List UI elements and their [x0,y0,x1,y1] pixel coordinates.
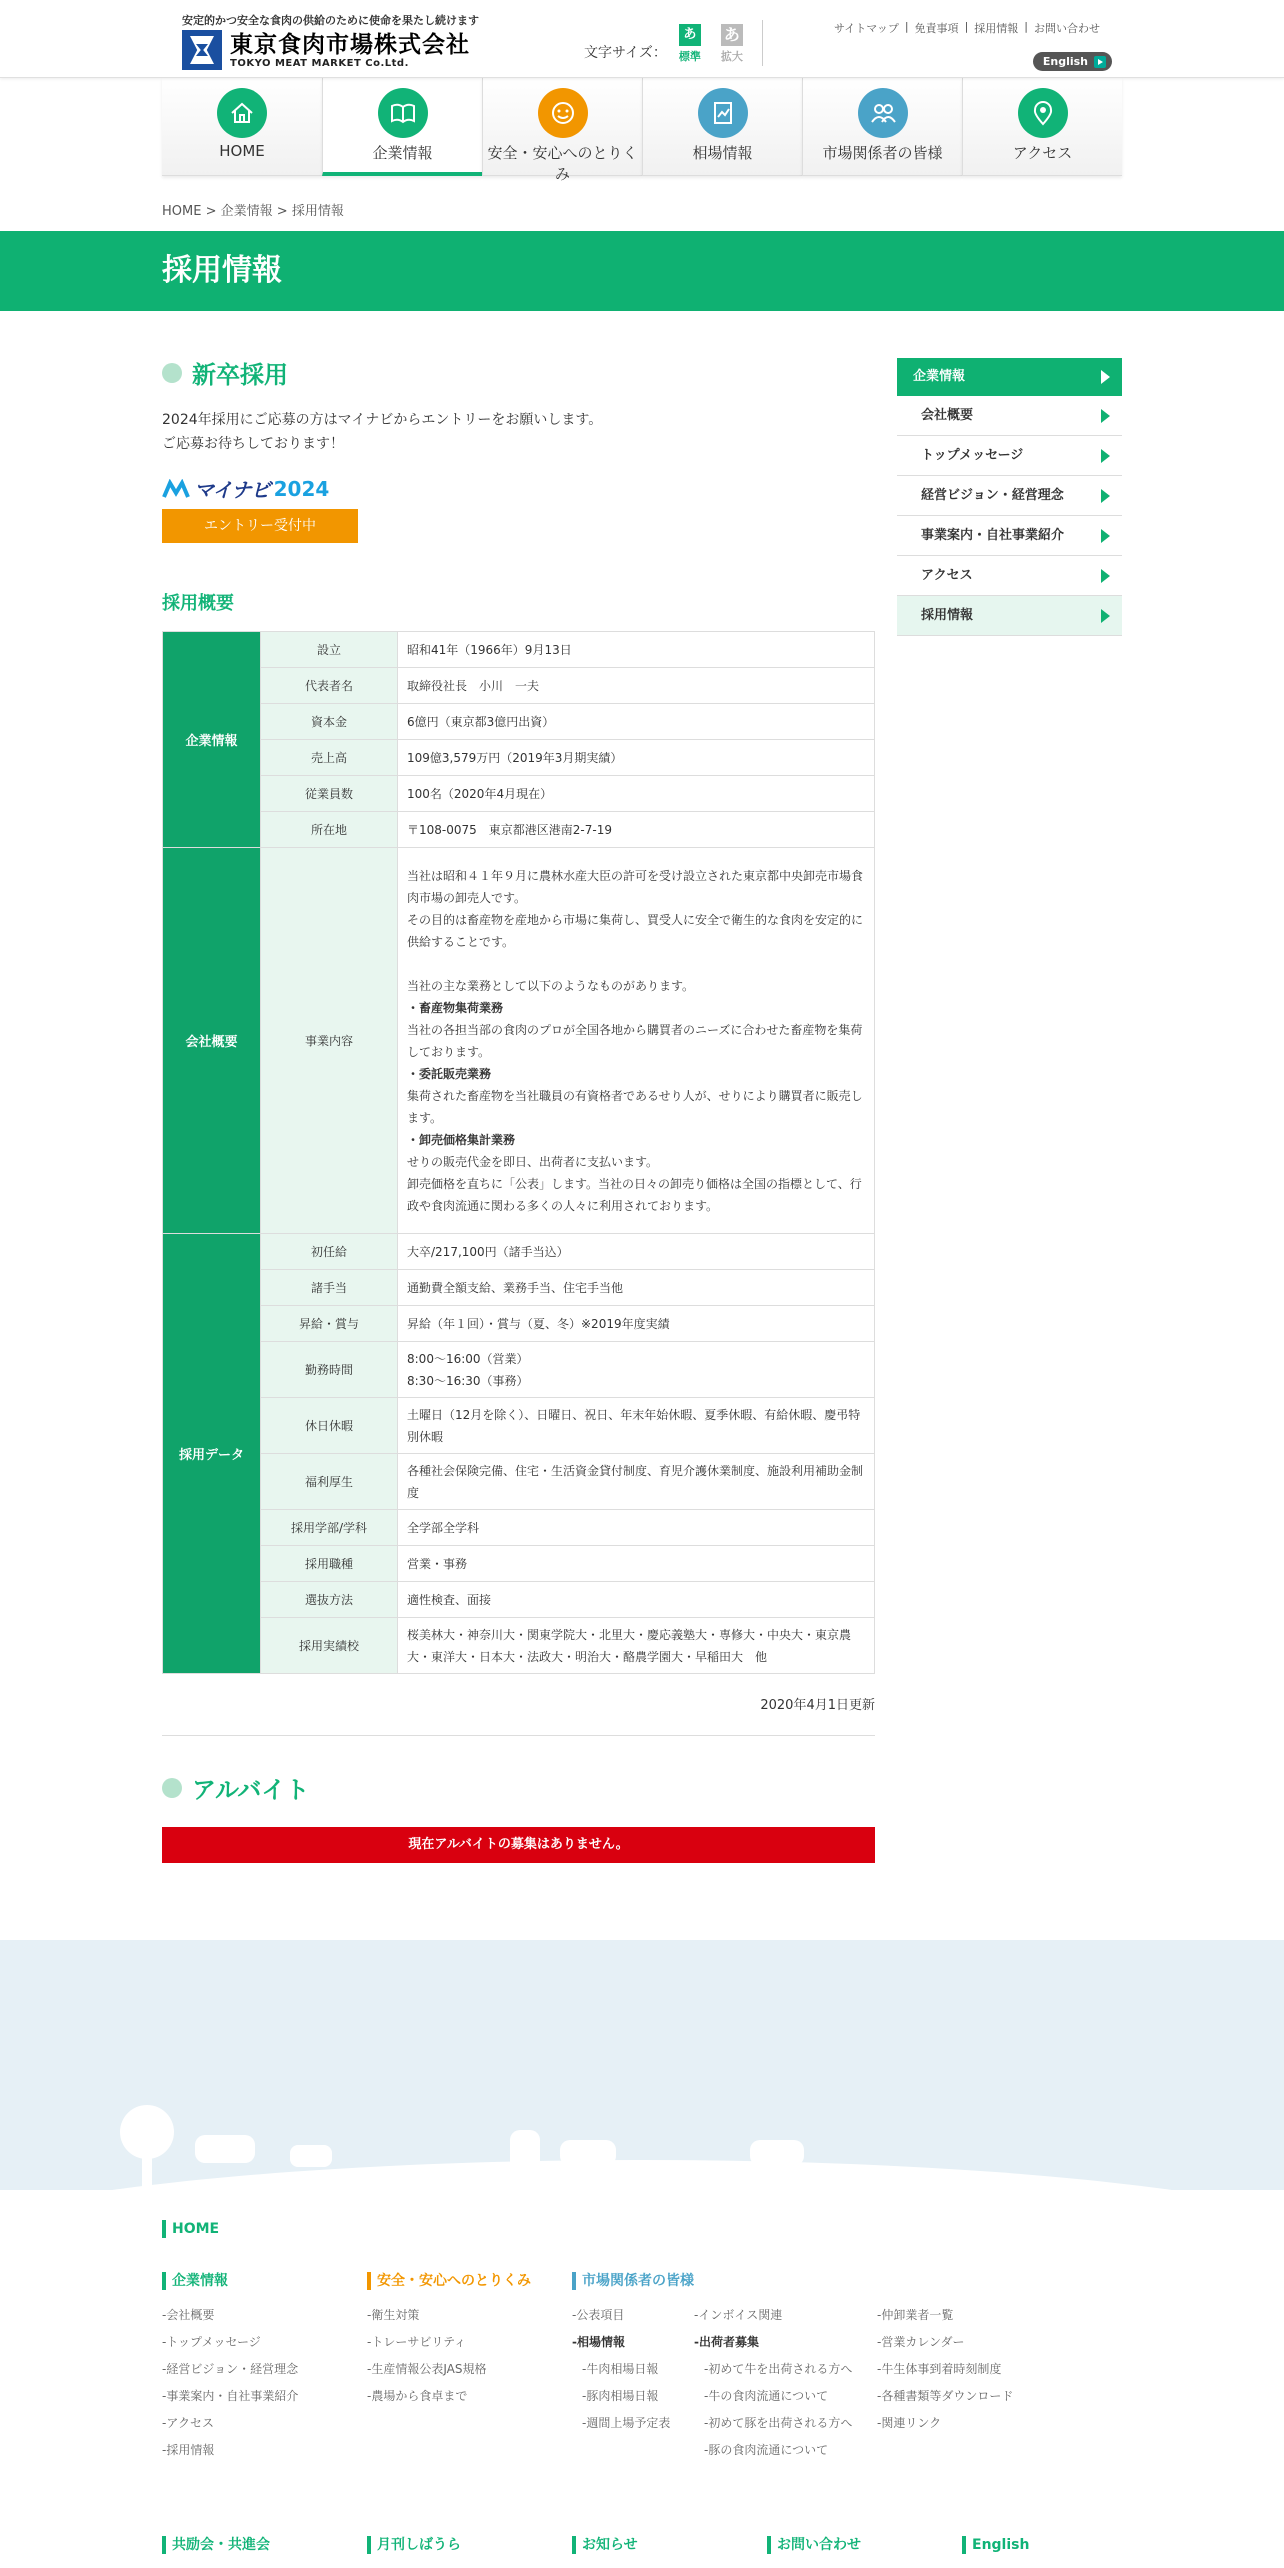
table-row [163,1234,875,1270]
row-key: 代表者名 [261,668,398,704]
sidebar-item-label: 採用情報 [921,608,974,623]
nav-company[interactable] [322,78,482,176]
page-title-band [0,231,1284,311]
sidebar-item-business[interactable] [897,516,1122,556]
arrow-right-icon [1094,56,1106,68]
sidebar-item-label: トップメッセージ [921,448,1024,463]
footer-link[interactable]: -衛生対策 [367,2308,420,2322]
footer-heading[interactable]: 企業情報 [162,2272,298,2290]
intro-line: 2024年採用にご応募の方はマイナビからエントリーをお願いします。 [162,412,603,428]
row-value-line: ・委託販売業務 [407,1066,492,1081]
row-value: 土曜日（12月を除く）、日曜日、祝日、年末年始休暇、夏季休暇、有給休暇、慶弔特別休暇 [398,1398,875,1454]
footer-shibaura-link[interactable]: 月刊しばうら [367,2536,461,2554]
triangle-right-icon [1101,409,1110,423]
contact-link[interactable]: お問い合わせ [1034,22,1100,35]
footer-link[interactable]: -牛の食肉流通について [704,2389,829,2403]
nav-stakeholders[interactable] [802,78,962,176]
table-row [163,668,875,704]
breadcrumb-sep: > [272,204,292,219]
row-key: 福利厚生 [261,1454,398,1510]
disclaimer-link[interactable]: 免責事項 [914,22,959,35]
english-label: English [1042,55,1088,68]
row-value-line: 集荷された畜産物を当社職員の有資格者であるせり人が、せりにより購買者に販売します。 [407,1088,863,1125]
row-key: 従業員数 [261,776,398,812]
group-label: 企業情報 [163,632,261,848]
row-key: 所在地 [261,812,398,848]
table-row [163,1306,875,1342]
footer-contact-link[interactable]: お問い合わせ [767,2536,861,2554]
row-value [398,848,875,1234]
nav-label: 市場関係者の皆様 [822,144,943,162]
row-key: 設立 [261,632,398,668]
font-large-icon: あ [721,24,743,46]
intro-text [162,408,875,456]
nav-label: 安全・安心へのとりくみ [487,144,638,183]
row-value: 8:00～16:00（営業） 8:30～16:30（事務） [398,1342,875,1398]
footer-col-company [162,2272,298,2464]
mynavi-text: マイナビ [194,478,270,502]
site-header [0,0,1284,78]
sidebar-head[interactable] [897,358,1122,396]
group-label: 会社概要 [163,848,261,1234]
footer-links-c [877,2302,1077,2437]
row-value-line: ・畜産物集荷業務 [407,1000,504,1015]
footer-kyoshinkai-link[interactable]: 共励会・共進会 [162,2536,270,2554]
divider [762,20,763,66]
row-key: 勤務時間 [261,1342,398,1398]
table-row [163,776,875,812]
footer-col-stakeholders [572,2272,1122,2457]
sidebar-item-label: 事業案内・自社事業紹介 [921,528,1065,543]
triangle-right-icon [1101,449,1110,463]
row-value: 109億3,579万円（2019年3月期実績） [398,740,875,776]
row-value: 各種社会保険完備、住宅・生活資金貸付制度、育児介護休業制度、施設利用補助金制度 [398,1454,875,1510]
table-row [163,812,875,848]
row-value-line [407,953,865,975]
footer-links [367,2302,531,2410]
site-logo[interactable] [182,30,470,70]
footer-link[interactable]: -営業カレンダー [877,2335,965,2349]
logo-en: TOKYO MEAT MARKET Co.Ltd. [230,57,409,69]
entry-button[interactable]: エントリー受付中 [162,509,358,543]
section-title-text: アルバイト [192,1776,310,1804]
tagline: 安定的かつ安全な食肉の供給のために使命を果たし続けます [182,14,479,27]
font-size-large[interactable] [717,24,747,64]
section-title-text: 新卒採用 [192,361,288,389]
row-value: 取締役社長 小川 一夫 [398,668,875,704]
mynavi-logo[interactable] [162,474,875,503]
row-value: 営業・事務 [398,1546,875,1582]
cow-illustration [195,2135,255,2163]
row-key: 選抜方法 [261,1582,398,1618]
sidebar [897,358,1122,636]
updated-date: 2020年4月1日更新 [760,1698,875,1713]
row-key: 資本金 [261,704,398,740]
table-row [163,632,875,668]
font-standard-label: 標準 [678,50,701,63]
footer-links-a [572,2302,692,2437]
footer-scenery [0,1940,1284,2190]
footer-link[interactable]: -各種書類等ダウンロード [877,2389,1014,2403]
triangle-right-icon [1101,609,1110,623]
table-row [163,1342,875,1398]
font-standard-icon: あ [679,24,701,46]
footer-link[interactable]: -週間上場予定表 [582,2416,671,2430]
main-content [162,355,875,1863]
sidebar-item-label: アクセス [921,568,973,583]
breadcrumb-home[interactable]: HOME [162,204,202,219]
arbeit-notice: 現在アルバイトの募集はありません。 [162,1827,875,1863]
footer-link[interactable]: -経営ビジョン・経営理念 [162,2362,299,2376]
footer-link[interactable]: -会社概要 [162,2308,215,2322]
footer-link[interactable]: -関連リンク [877,2416,942,2430]
footer-link[interactable]: -豚の食肉流通について [704,2443,829,2457]
nav-home[interactable] [162,78,322,176]
font-size-standard[interactable] [675,24,705,64]
chart-doc-icon [698,88,748,138]
font-size-label: 文字サイズ： [584,45,667,61]
triangle-right-icon [1101,529,1110,543]
row-value: 適性検査、面接 [398,1582,875,1618]
footer-links [162,2302,298,2464]
people-icon [858,88,908,138]
nav-access[interactable] [962,78,1122,176]
home-icon [217,88,267,138]
footer-link[interactable]: -事業案内・自社事業紹介 [162,2389,299,2403]
page-title: 採用情報 [162,253,282,288]
logo-mark-icon [182,30,222,70]
row-value: 昭和41年（1966年）9月13日 [398,632,875,668]
overview-title: 採用概要 [162,593,234,614]
row-value: 全学部全学科 [398,1510,875,1546]
row-key: 採用実績校 [261,1618,398,1674]
section-title [162,1770,875,1805]
row-value: 〒108-0075 東京都港区港南2-7-19 [398,812,875,848]
row-key: 事業内容 [261,848,398,1234]
recruit-link[interactable]: 採用情報 [974,22,1019,35]
table-row [163,1454,875,1510]
sidebar-item-label: 経営ビジョン・経営理念 [921,488,1064,503]
table-row [163,1510,875,1546]
global-nav [162,78,1122,183]
row-value-line: 当社の主な業務として以下のようなものがあります。 [407,978,695,993]
map-pin-icon [1018,88,1068,138]
footer-link[interactable]: -トレーサビリティ [367,2335,467,2349]
row-value-line: その目的は畜産物を産地から市場に集荷し、買受人に安全で衛生的な食肉を安定的に供給することです。 [407,912,864,949]
bullet-circle-icon [162,363,182,383]
row-value: 大卒/217,100円（諸手当込） [398,1234,875,1270]
footer-links-b [694,2302,874,2464]
row-key: 昇給・賞与 [261,1306,398,1342]
nav-label: 相場情報 [692,144,753,162]
footer-heading[interactable]: 安全・安心へのとりくみ [367,2272,531,2290]
footer-link[interactable]: -公表項目 [572,2308,625,2322]
english-button[interactable] [1033,52,1112,71]
table-row [163,740,875,776]
row-key: 売上高 [261,740,398,776]
sidebar-head-label: 企業情報 [913,369,966,384]
book-icon [378,88,428,138]
footer-link[interactable]: -生産情報公表JAS規格 [367,2362,487,2376]
nav-market-price[interactable] [642,78,802,176]
divider [162,1735,875,1736]
triangle-right-icon [1101,489,1110,503]
footer-link[interactable]: -牛肉相場日報 [582,2362,659,2376]
table-row [163,1546,875,1582]
footer-english-link[interactable]: English [962,2536,1029,2554]
footer-link[interactable]: -トップメッセージ [162,2335,261,2349]
mynavi-year: 2024 [273,476,330,501]
footer-home-link[interactable]: HOME [162,2220,1122,2238]
row-value: 100名（2020年4月現在） [398,776,875,812]
footer-link[interactable]: -アクセス [162,2416,214,2430]
row-key: 採用学部/学科 [261,1510,398,1546]
breadcrumb-company[interactable]: 企業情報 [220,204,273,219]
hill-illustration [0,2160,1284,2190]
table-row [163,1398,875,1454]
sidebar-item-overview[interactable] [897,396,1122,436]
table-row [163,1270,875,1306]
font-size-switcher [584,24,759,64]
group-label: 採用データ [163,1234,261,1674]
row-key: 初任給 [261,1234,398,1270]
triangle-right-icon [1101,370,1110,384]
footer-link[interactable]: -初めて牛を出荷される方へ [704,2362,853,2376]
footer-col-safety [367,2272,531,2410]
table-row [163,848,875,1234]
section-title [162,355,875,390]
sidebar-item-label: 会社概要 [921,408,974,423]
triangle-right-icon [1101,569,1110,583]
nav-label: HOME [219,142,265,160]
table-row [163,1582,875,1618]
footer-link[interactable]: -牛生体事到着時刻制度 [877,2362,1002,2376]
footer-link[interactable]: -出荷者募集 [694,2335,759,2349]
nav-safety[interactable] [482,78,642,183]
footer-link[interactable]: -初めて豚を出荷される方へ [704,2416,853,2430]
breadcrumb [162,176,1122,219]
row-value-line: 当社は昭和４１年９月に農林水産大臣の許可を受け設立された東京都中央卸売市場食肉市場の卸売人です。 [407,868,864,905]
row-value-line: 卸売価格を直ちに「公表」します。当社の日々の卸売り価格は全国の指標として、行政や食肉流通に関わる多くの人々に利用されております。 [407,1176,862,1213]
row-value-line: ・卸売価格集計業務 [407,1132,516,1147]
footer-link[interactable]: -採用情報 [162,2443,215,2457]
row-key: 諸手当 [261,1270,398,1306]
sitemap-link[interactable]: サイトマップ [834,22,899,35]
table-row [163,704,875,740]
breadcrumb-current: 採用情報 [291,204,344,219]
footer-link[interactable]: -仲卸業者一覧 [877,2308,954,2322]
recruit-table [162,631,875,1674]
logo-jp: 東京食肉市場株式会社 [230,31,470,58]
footer-heading[interactable]: 市場関係者の皆様 [572,2272,1122,2290]
breadcrumb-sep: > [201,204,221,219]
footer-nav [162,2220,1122,2457]
row-value: 6億円（東京都3億円出資） [398,704,875,740]
footer-link[interactable]: -農場から食卓まで [367,2389,468,2403]
font-large-label: 拡大 [720,50,743,63]
footer-link[interactable]: -インボイス関連 [694,2308,783,2322]
row-value-line: せりの販売代金を即日、出荷者に支払います。 [407,1154,659,1169]
sidebar-item-message[interactable] [897,436,1122,476]
footer-news-link[interactable]: お知らせ [572,2536,638,2554]
nav-label: 企業情報 [372,144,433,162]
row-value: 桜美林大・神奈川大・関東学院大・北里大・慶応義塾大・専修大・中央大・東京農大・東洋大・日本大・法政大・明治大・酪農学園大・早稲田大 他 [398,1618,875,1674]
mynavi-mark-icon [162,479,194,499]
bullet-circle-icon [162,1778,182,1798]
footer-link[interactable]: -豚肉相場日報 [582,2389,659,2403]
footer-link[interactable]: -相場情報 [572,2335,625,2349]
pig-illustration [290,2145,332,2167]
sidebar-item-access[interactable] [897,556,1122,596]
row-value: 昇給（年１回）・賞与（夏、冬）※2019年度実績 [398,1306,875,1342]
intro-line: ご応募お待ちしております！ [162,436,344,452]
smile-icon [538,88,588,138]
row-key: 採用職種 [261,1546,398,1582]
sidebar-item-recruit[interactable] [897,596,1122,636]
sidebar-item-vision[interactable] [897,476,1122,516]
utility-links: サイトマップ | 免責事項 | 採用情報 | お問い合わせ [834,20,1100,35]
nav-label: アクセス [1012,144,1073,162]
row-key: 休日休暇 [261,1398,398,1454]
table-row [163,1618,875,1674]
row-value-line: 当社の各担当部の食肉のプロが全国各地から購買者のニーズに合わせた畜産物を集荷しております。 [407,1022,863,1059]
row-value: 通勤費全額支給、業務手当、住宅手当他 [398,1270,875,1306]
